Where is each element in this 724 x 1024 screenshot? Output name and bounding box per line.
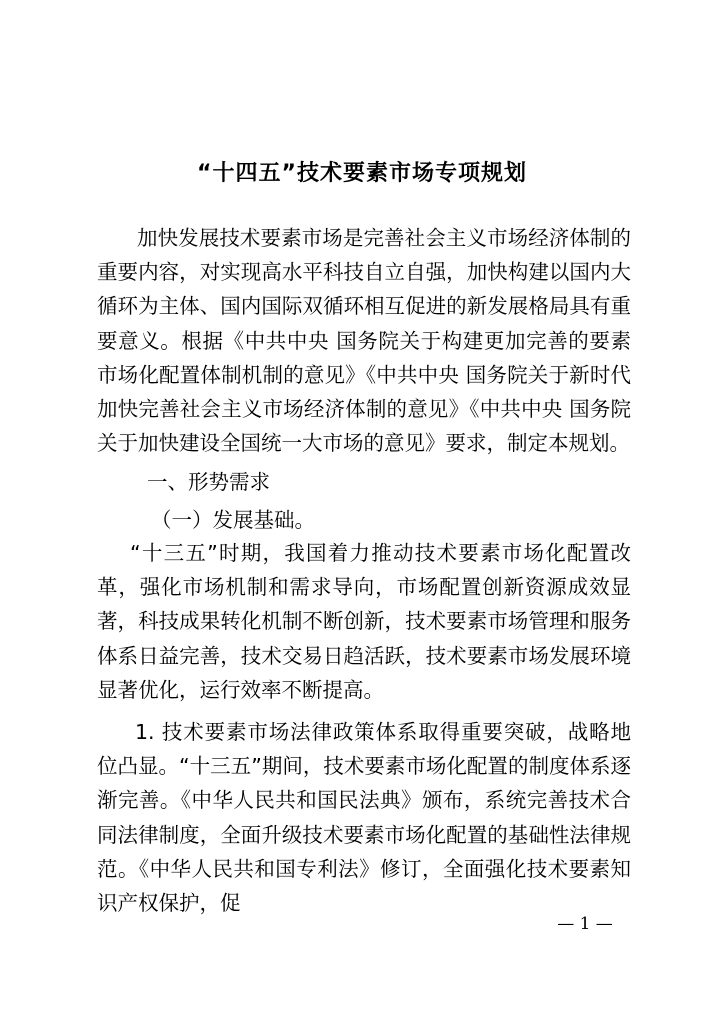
- body-paragraph: 1. 技术要素市场法律政策体系取得重要突破，战略地位凸显。“十三五”期间，技术要素市场化配置的制度体系逐渐完善。《中华人民共和国民法典》颁布，系统完善技术合同法律制度，全面升级技术要素市场化配置的基础性法律规范。《中华人民共和国专利法》修订，全面强化技术要素知识产权保护，促: [97, 720, 631, 916]
- subsection-heading: （一）发展基础。: [151, 508, 315, 532]
- intro-paragraph: 加快发展技术要素市场是完善社会主义市场经济体制的重要内容，对实现高水平科技自立自强，加快构建以国内大循环为主体、国内国际双循环相互促进的新发展格局具有重要意义。根据《中共中央 国务院关于构建更加完善的要素市场化配置体制机制的意见》《中共中央 国务院关于新时代加快完善社会主义市场经济体制的意见》《中共中央 国务院关于加快建设全国统一大市场的意见》要求，制定本规划。: [97, 226, 631, 456]
- body-paragraph: “十三五”时期，我国着力推动技术要素市场化配置改革，强化市场机制和需求导向，市场配置创新资源成效显著，科技成果转化机制不断创新，技术要素市场管理和服务体系日益完善，技术交易日趋活跃，技术要素市场发展环境显著优化，运行效率不断提高。: [97, 541, 631, 702]
- section-heading: 一、形势需求: [147, 470, 270, 494]
- document-title: “十四五”技术要素市场专项规划: [197, 161, 527, 186]
- page-number: — 1 —: [557, 914, 613, 934]
